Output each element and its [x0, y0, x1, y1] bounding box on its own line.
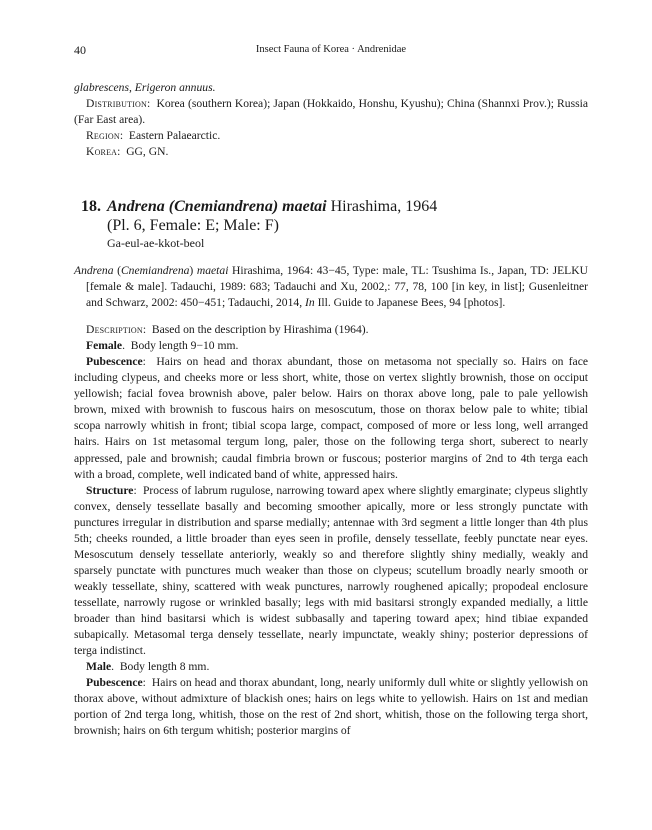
species-title [81, 197, 501, 216]
distribution-text: Korea (southern Korea); Japan (Hokkaido, Honshu, Kyushu); China (Shannxi Prov.); Russia (Far East area). [74, 97, 588, 127]
female-structure-paragraph: Structure: Process of labrum rugulose, narrowing toward apex where slightly emarginate; clypeus slightly convex, densely tessellate basally and becoming smoother apically, more or less strongly punctate with punctures irregular in distribution and sparse medially; antennae with 3rd segment a little longer than 4th plus 5th; cheeks rounded, a little broader than eyes seen in profile, densely tessellate, feebly punctate near eyes. Mesoscutum densely tessellate anteriorly, weakly so and therefore slightly shiny medially, weakly and sparsely punctate with punctures much weaker than those on clypeus; scutellum broadly nearly smooth or weakly tessellate, shiny, scattered with weak punctures, narrowly roughened apically; propodeal enclosure tessellate, narrowly rugose or wrinkled basally; legs with mid basitarsi strongly expanded medially, a little broader than hind basitarsi which is widest subbasally and tapering toward apex; hind tibiae expanded subapically. Metasomal terga densely tessellate, nearly impunctate, weakly shiny; posterior depressions of terga indistinct. [74, 483, 588, 658]
structure-label: Structure [86, 483, 134, 497]
species-body [74, 263, 588, 739]
plate-reference: (Pl. 6, Female: E; Male: F) [107, 217, 279, 234]
female-pubescence-paragraph: Pubescence: Hairs on head and thorax abundant, those on metasoma not specially so. Hairs on face including clypeus, and cheeks more or less short, white, those on vertex slightly brownish, those on occiput yellowish; facial fovea brownish above, paler below. Hairs on thorax above long, pale to pale yellowish brown, mixed with brownish to fuscous hairs on mesoscutum, those on thorax below pale to white; tibial scopa narrowly whitish in front; tibial scopa large, compact, composed of more or less long, well arranged hairs. Hairs on 1st metasomal tergum long, paler, those on the following terga short, suberect to nearly appressed, pale and brownish; caudal fimbria brown or fuscous; posterior margins of 2nd to 4th terga each with a broad, complete, well indicated band of white, appressed hairs. [74, 355, 588, 481]
korean-name: Ga-eul-ae-kkot-beol [107, 236, 205, 250]
page-number: 40 [74, 43, 86, 57]
description-label: Description [86, 323, 143, 337]
korea-text: GG, GN. [126, 145, 169, 159]
male-pubescence-paragraph: Pubescence: Hairs on head and thorax abundant, long, nearly uniformly dull white or slightly yellowish on thorax above, without admixture of blackish ones; hairs on legs white to yellowish. Hairs on 1st and median portion of 2nd terga long, whitish, those on the rest of 2nd short, whitish, those on the following terga short, brownish; hairs on 6th tergum whitish; posterior margins of [74, 676, 589, 738]
species-subgenus: (Cnemiandrena) [168, 198, 279, 215]
page-header [74, 43, 588, 59]
species-author: Hirashima, 1964 [330, 198, 438, 215]
species-genus: Andrena [107, 198, 165, 215]
species-heading [81, 197, 501, 251]
host-plants-tail: glabrescens, Erigeron annuus. [74, 81, 216, 94]
region-text: Eastern Palaearctic. [128, 129, 221, 143]
description-paragraph: Description: Based on the description by Hirashima (1964). [86, 323, 369, 337]
species-number: 18. [81, 198, 101, 215]
running-title: Insect Fauna of Korea · Andrenidae [255, 44, 407, 55]
citation-paragraph: Andrena (Cnemiandrena) maetai Hirashima, 1964: 43−45, Type: male, TL: Tsushima Is., Japan, TD: JELKU [female & male]. Tadauchi, 1989: 683; Tadauchi and Xu, 2002,: 77, 78, 100 [in key, in list]; Gusenleitner and Schwarz, 2002: 450−451; Tadauchi, 2014, In Ill. Guide to Japanese Bees, 94 [photos]. [74, 264, 588, 310]
previous-species-tail [74, 80, 588, 160]
species-epithet: maetai [282, 198, 327, 215]
male-paragraph: Male. Body length 8 mm. [86, 660, 210, 674]
female-paragraph: Female. Body length 9−10 mm. [86, 339, 239, 353]
korea-label: Korea [86, 145, 118, 159]
region-label: Region [86, 129, 120, 143]
male-label: Male [86, 660, 112, 674]
distribution-paragraph: Distribution: Korea (southern Korea); Japan (Hokkaido, Honshu, Kyushu); China (Shannxi Prov.); Russia (Far East area). [74, 97, 588, 127]
region-paragraph: Region: Eastern Palaearctic. [86, 129, 221, 143]
distribution-label: Distribution [86, 97, 147, 111]
female-label: Female [86, 339, 123, 353]
pubescence-label: Pubescence [86, 355, 143, 369]
korea-paragraph: Korea: GG, GN. [86, 145, 169, 159]
male-pubescence-label: Pubescence [86, 676, 143, 690]
